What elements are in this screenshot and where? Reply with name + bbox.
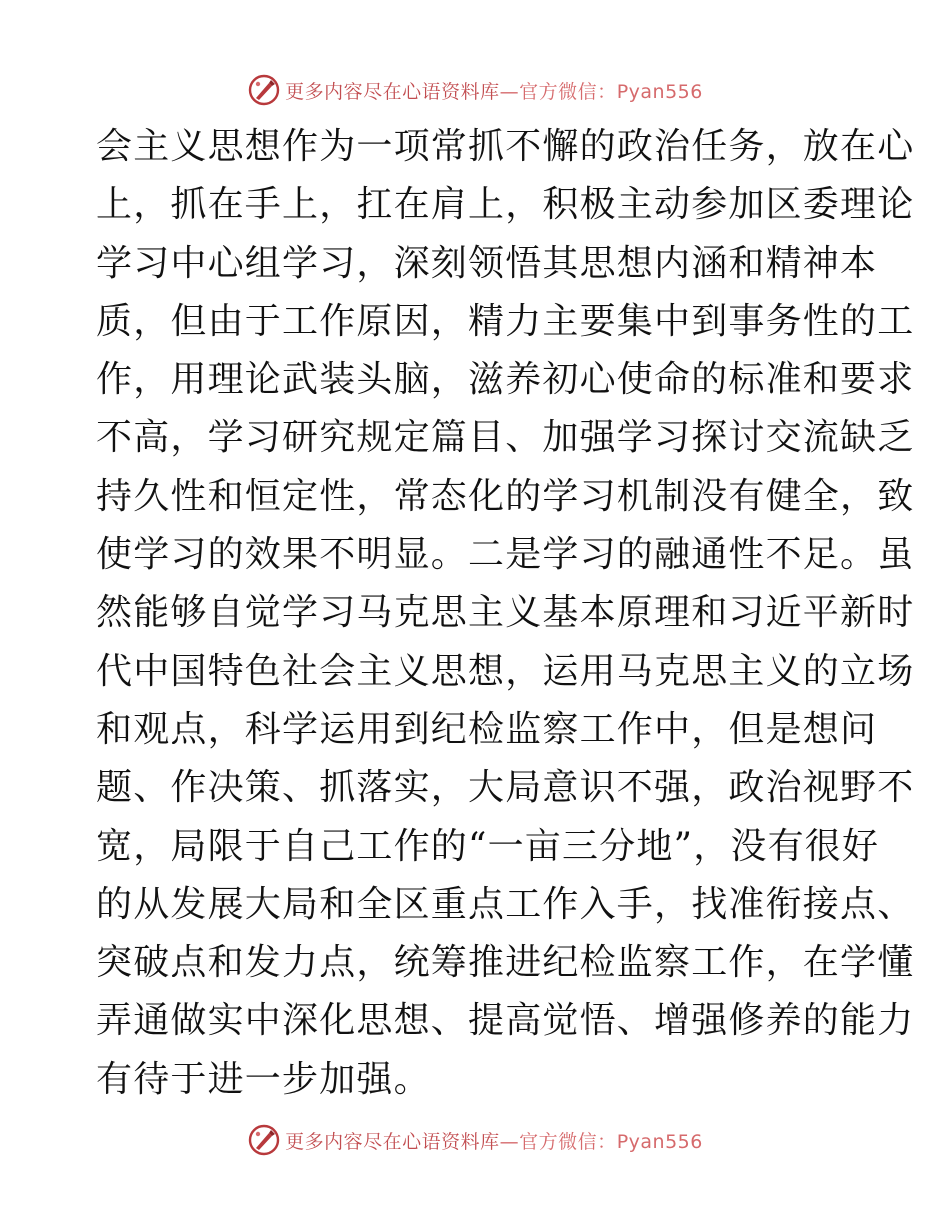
body-line: 使学习的效果不明显。二是学习的融通性不足。虽 [96, 534, 915, 576]
pen-circle-icon [247, 73, 281, 107]
footer-watermark [0, 1120, 950, 1160]
body-line: 宽，局限于自己工作的“一亩三分地”，没有很好 [96, 825, 880, 867]
body-line: 学习中心组学习，深刻领悟其思想内涵和精神本 [96, 242, 878, 284]
pen-circle-icon [247, 1123, 281, 1157]
body-line: 的从发展大局和全区重点工作入手，找准衔接点、 [96, 883, 915, 925]
document-body [96, 118, 915, 1109]
watermark-text: 更多内容尽在心语资料库—官方微信：Pyan556 [285, 80, 703, 103]
body-line: 有待于进一步加强。 [96, 1058, 431, 1100]
body-line: 质，但由于工作原因，精力主要集中到事务性的工 [96, 300, 915, 342]
body-line: 代中国特色社会主义思想，运用马克思主义的立场 [96, 650, 915, 692]
header-watermark [0, 70, 950, 110]
watermark-text: 更多内容尽在心语资料库—官方微信：Pyan556 [285, 1130, 703, 1153]
body-line: 和观点，科学运用到纪检监察工作中，但是想问 [96, 708, 878, 750]
body-line: 然能够自觉学习马克思主义基本原理和习近平新时 [96, 592, 915, 634]
body-line: 不高，学习研究规定篇目、加强学习探讨交流缺乏 [96, 417, 915, 459]
body-line: 会主义思想作为一项常抓不懈的政治任务，放在心 [96, 126, 915, 167]
body-line: 作，用理论武装头脑，滋养初心使命的标准和要求 [96, 359, 915, 401]
body-line: 突破点和发力点，统筹推进纪检监察工作，在学懂 [96, 942, 915, 984]
body-line: 题、作决策、抓落实，大局意识不强，政治视野不 [96, 767, 915, 809]
body-line: 弄通做实中深化思想、提高觉悟、增强修养的能力 [96, 1000, 915, 1042]
body-line: 上，抓在手上，扛在肩上，积极主动参加区委理论 [96, 184, 915, 226]
body-line: 持久性和恒定性，常态化的学习机制没有健全，致 [96, 475, 915, 517]
